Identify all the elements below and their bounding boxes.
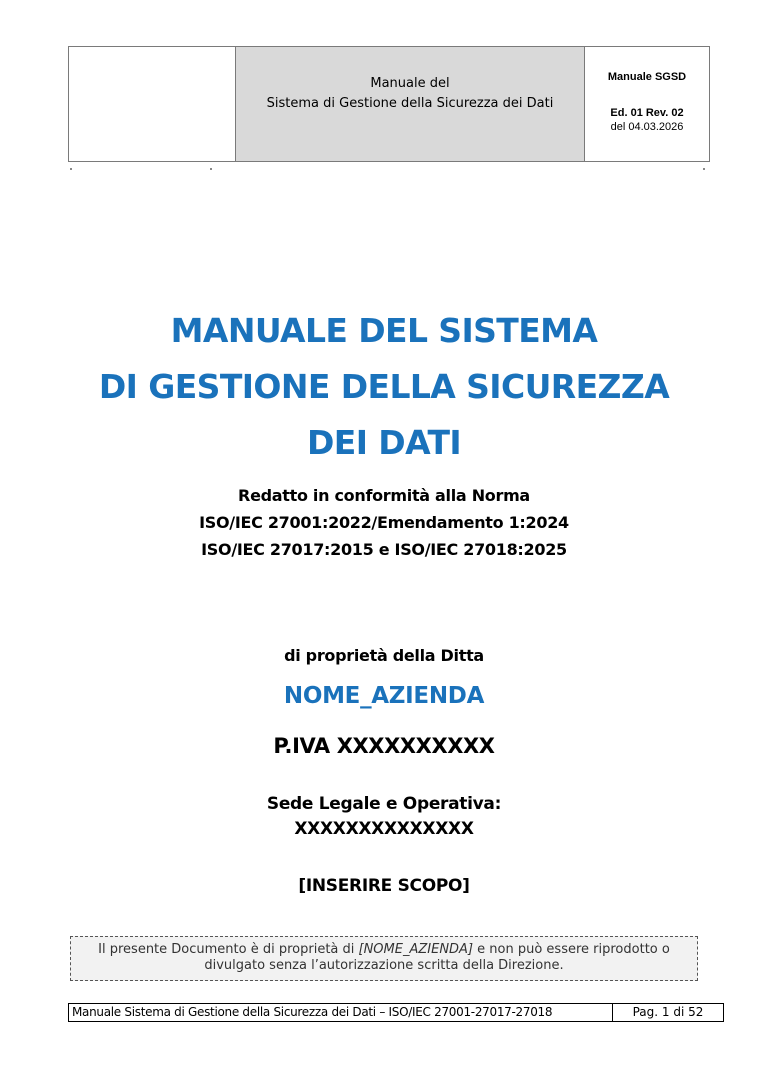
header-table xyxy=(68,46,710,162)
compliance-subtitle xyxy=(0,482,768,563)
seat-label: Sede Legale e Operativa: xyxy=(266,794,502,814)
subtitle-line1: Redatto in conformità alla Norma xyxy=(238,486,530,505)
page-footer xyxy=(68,1003,724,1022)
header-meta-cell xyxy=(585,47,709,161)
doc-code: Manuale SGSD xyxy=(607,71,687,83)
header-title-cell xyxy=(236,47,585,161)
footer-document-name: Manuale Sistema di Gestione della Sicurezza dei Dati – ISO/IEC 27001-27017-27018 xyxy=(69,1004,613,1021)
page-number: Pag. 1 di 52 xyxy=(632,1005,704,1019)
scope-placeholder: [INSERIRE SCOPO] xyxy=(298,876,470,896)
subtitle-line2: ISO/IEC 27001:2022/Emendamento 1:2024 xyxy=(199,513,569,532)
divider-dot xyxy=(70,168,72,170)
notice-text-before: Il presente Documento è di proprietà di xyxy=(98,942,359,957)
notice-company-placeholder: [NOME_AZIENDA] xyxy=(358,942,474,957)
notice-text-after: e non può essere riprodotto o xyxy=(473,942,670,957)
ownership-notice xyxy=(70,936,698,981)
edition-revision: Ed. 01 Rev. 02 xyxy=(610,107,684,119)
header-title-line1: Manuale del xyxy=(370,76,450,91)
subtitle-line3: ISO/IEC 27017:2015 e ISO/IEC 27018:2025 xyxy=(201,540,567,559)
document-title-line3: DEI DATI xyxy=(306,423,462,462)
vat-number: P.IVA XXXXXXXXXX xyxy=(273,734,495,758)
logo-cell xyxy=(69,47,236,161)
document-title-line1: MANUALE DEL SISTEMA xyxy=(170,311,598,350)
header-title-line2: Sistema di Gestione della Sicurezza dei Dati xyxy=(266,96,554,111)
company-name: NOME_AZIENDA xyxy=(283,683,485,709)
notice-line2: divulgato senza l’autorizzazione scritta della Direzione. xyxy=(204,958,564,973)
notice-line1 xyxy=(71,942,697,958)
document-title-line2: DI GESTIONE DELLA SICUREZZA xyxy=(98,367,670,406)
divider-dot xyxy=(210,168,212,170)
revision-date: del 04.03.2026 xyxy=(610,121,684,133)
document-title xyxy=(0,303,768,471)
divider-dot xyxy=(703,168,705,170)
seat-value: XXXXXXXXXXXXXX xyxy=(294,819,474,839)
ownership-label: di proprietà della Ditta xyxy=(284,646,484,665)
